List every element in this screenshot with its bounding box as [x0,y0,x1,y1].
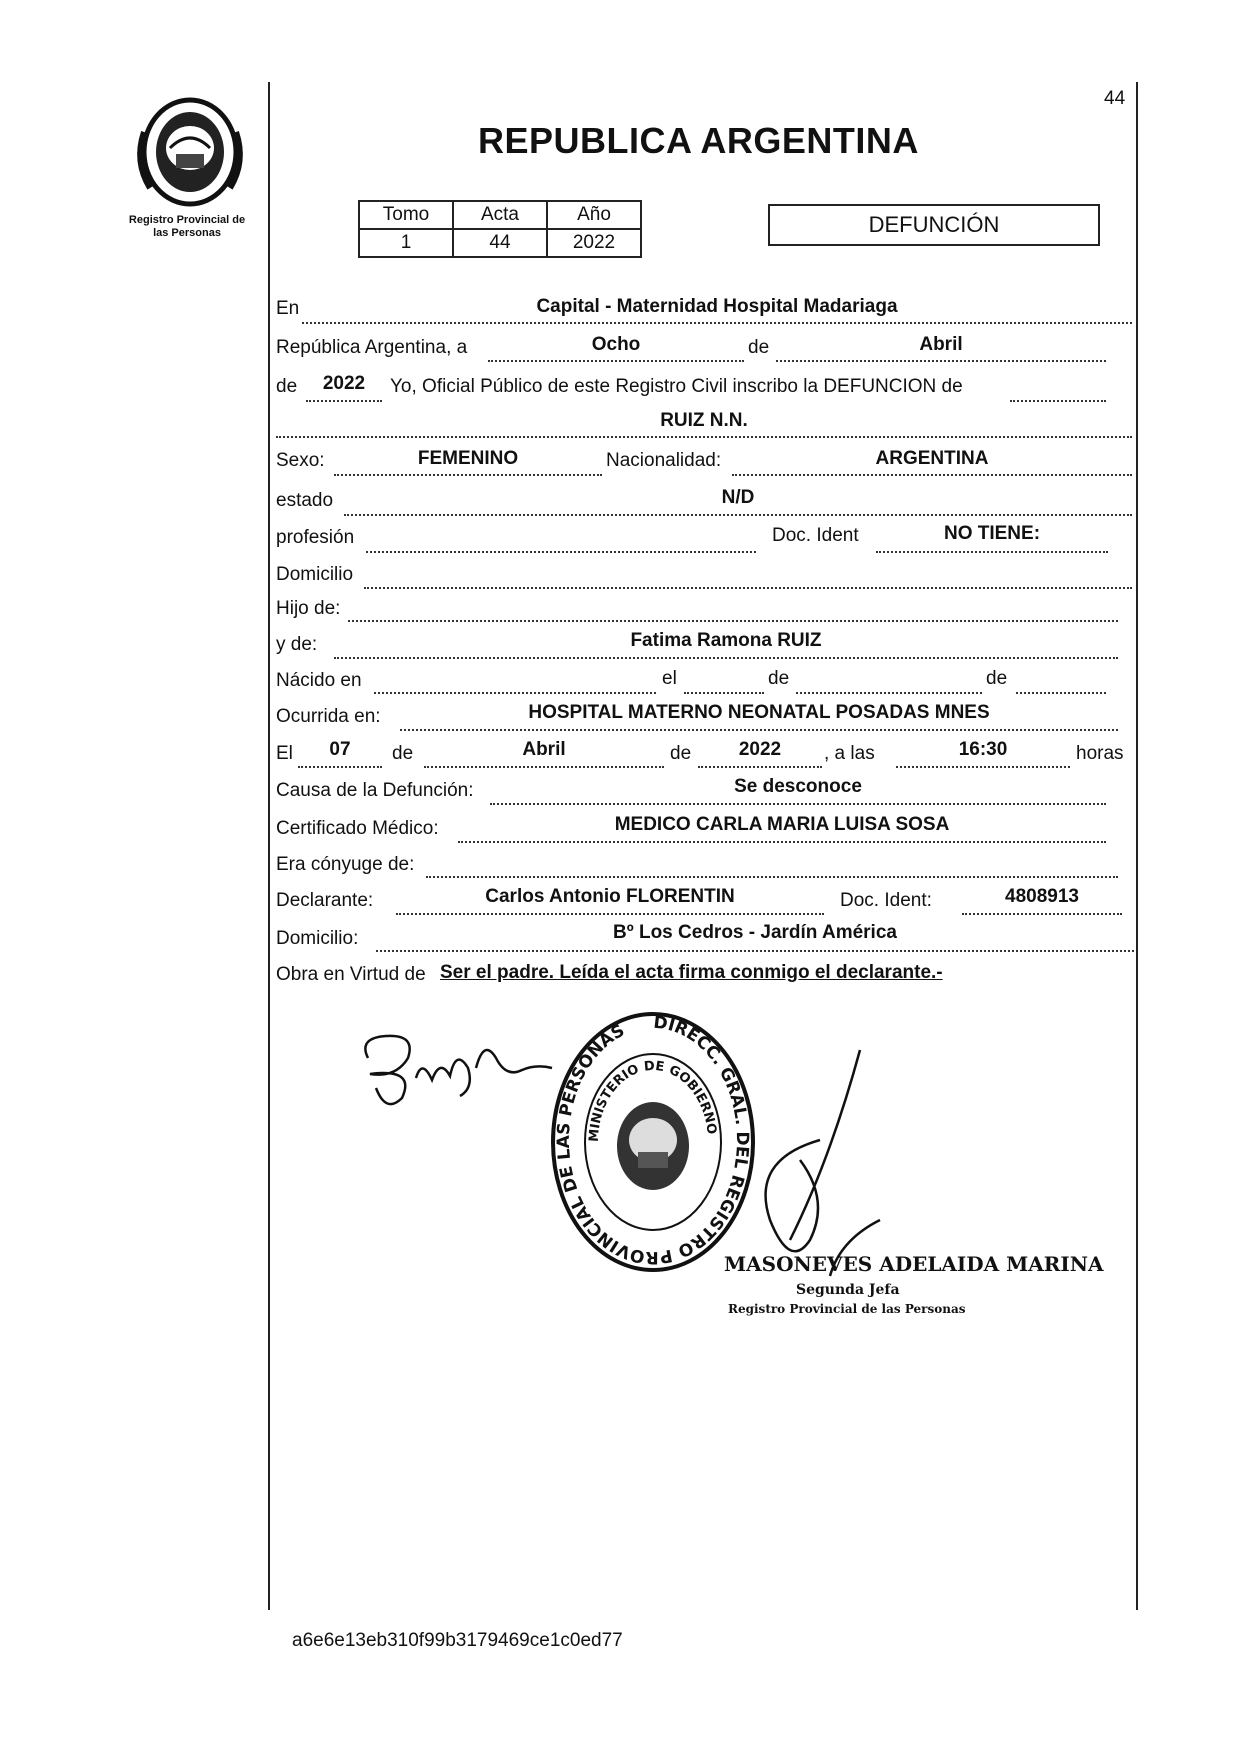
page-title: REPUBLICA ARGENTINA [478,120,919,161]
de5-label: de [392,743,414,764]
sexo-label: Sexo: [276,450,325,471]
nacionalidad-value: ARGENTINA [875,448,989,469]
seal-ring-text: DIRECC. GRAL. DEL REGISTRO PROVINCIAL DE LAS PERSONAS [553,1012,753,1268]
declarante-line [396,913,824,915]
el-label: el [662,668,677,689]
mes2-value: Abril [522,739,566,760]
republica-label: República Argentina, a [276,337,468,358]
obra-label: Obra en Virtud de [276,964,426,985]
de4-line [1016,692,1106,694]
estado-line [344,514,1132,516]
nacido-label: Nácido en [276,670,362,691]
conyuge-label: Era cónyuge de: [276,854,415,875]
hijo-label: Hijo de: [276,598,341,619]
sexo-line [334,474,602,476]
mes2-line [424,766,664,768]
certificado-label: Certificado Médico: [276,818,439,839]
mes-value: Abril [919,334,963,355]
alas-label: , a las [824,743,875,764]
anio-value: 2022 [547,229,641,257]
dia2-line [298,766,382,768]
left-margin-line [268,82,270,1610]
en-label: En [276,298,300,319]
official-role: Segunda Jefa [796,1282,900,1298]
dia2-value: 07 [329,739,351,760]
yde-label: y de: [276,634,318,655]
right-margin-line [1136,82,1138,1610]
record-type-box: DEFUNCIÓN [768,204,1100,246]
de3-label: de [768,668,790,689]
doc2-value: 4808913 [1005,886,1079,907]
el2-label: El [276,743,293,764]
domicilio-label: Domicilio [276,564,354,585]
anio-line [306,400,382,402]
obra-value: Ser el padre. Leída el acta firma conmigo el declarante.- [440,962,943,983]
doc-value: NO TIENE: [943,523,1041,544]
official-name: MASONEVES ADELAIDA MARINA [724,1252,1104,1276]
domicilio2-value: Bº Los Cedros - Jardín América [613,922,897,943]
sexo-value: FEMENINO [417,448,519,469]
estado-label: estado [276,490,334,511]
ocurrida-value: HOSPITAL MATERNO NEONATAL POSADAS MNES [528,702,990,723]
province-logo [130,92,250,212]
tomo-value: 1 [359,229,453,257]
declarant-signature-icon [356,1018,556,1128]
de2-label: de [276,376,298,397]
de6-label: de [670,743,692,764]
nacionalidad-line [732,474,1132,476]
province-shield-icon [130,92,250,212]
anio2-line [698,766,822,768]
dia-value: Ocho [591,334,641,355]
causa-label: Causa de la Defunción: [276,780,474,801]
ocurrida-label: Ocurrida en: [276,706,381,727]
oficial-line [1010,400,1106,402]
certificado-line [458,841,1106,843]
page-number: 44 [1104,88,1126,109]
acta-value: 44 [453,229,547,257]
anio-header: Año [547,201,641,229]
hora-line [896,766,1070,768]
causa-line [490,803,1106,805]
hijo-line [348,620,1118,622]
causa-value: Se desconoce [734,776,862,797]
official-seal-icon [546,1006,760,1278]
acta-header: Acta [453,201,547,229]
el-line [684,692,764,694]
certificado-value: MEDICO CARLA MARIA LUISA SOSA [614,814,950,835]
doc-line [876,551,1108,553]
nacionalidad-label: Nacionalidad: [606,450,722,471]
yde-line [334,657,1118,659]
yde-value: Fatima Ramona RUIZ [630,630,822,651]
declarante-value: Carlos Antonio FLORENTIN [485,886,735,907]
dia-line [488,360,744,362]
mes-line [776,360,1106,362]
anio2-value: 2022 [738,739,782,760]
de4-label: de [986,668,1008,689]
doc2-label: Doc. Ident: [840,890,932,911]
de3-line [796,692,982,694]
conyuge-line [426,876,1118,878]
anio-value: 2022 [322,373,366,394]
profesion-line [366,551,756,553]
domicilio2-line [376,950,1134,952]
de1-label: de [748,337,770,358]
oficial-text: Yo, Oficial Público de este Registro Civil inscribo la DEFUNCION de [390,376,963,397]
seal-inner-text: MINISTERIO DE GOBIERNO [586,1058,719,1143]
estado-value: N/D [721,487,755,508]
domicilio-line [364,587,1132,589]
official-signature-icon [730,1040,910,1280]
domicilio2-label: Domicilio: [276,928,359,949]
nombre-value: RUIZ N.N. [660,410,748,431]
official-office: Registro Provincial de las Personas [728,1302,966,1316]
nacido-line [374,692,656,694]
declarante-label: Declarante: [276,890,374,911]
hora-value: 16:30 [958,739,1008,760]
tomo-header: Tomo [359,201,453,229]
nombre-line [276,436,1132,438]
document-hash: a6e6e13eb310f99b3179469ce1c0ed77 [292,1630,623,1651]
horas-label: horas [1076,743,1124,764]
doc-label: Doc. Ident [772,525,859,546]
register-table [358,200,642,258]
logo-caption-line2: las Personas [153,227,221,239]
doc2-line [962,913,1122,915]
en-line [302,322,1132,324]
en-value: Capital - Maternidad Hospital Madariaga [536,296,898,317]
profesion-label: profesión [276,527,355,548]
ocurrida-line [400,729,1118,731]
logo-caption-line1: Registro Provincial de [128,214,246,226]
